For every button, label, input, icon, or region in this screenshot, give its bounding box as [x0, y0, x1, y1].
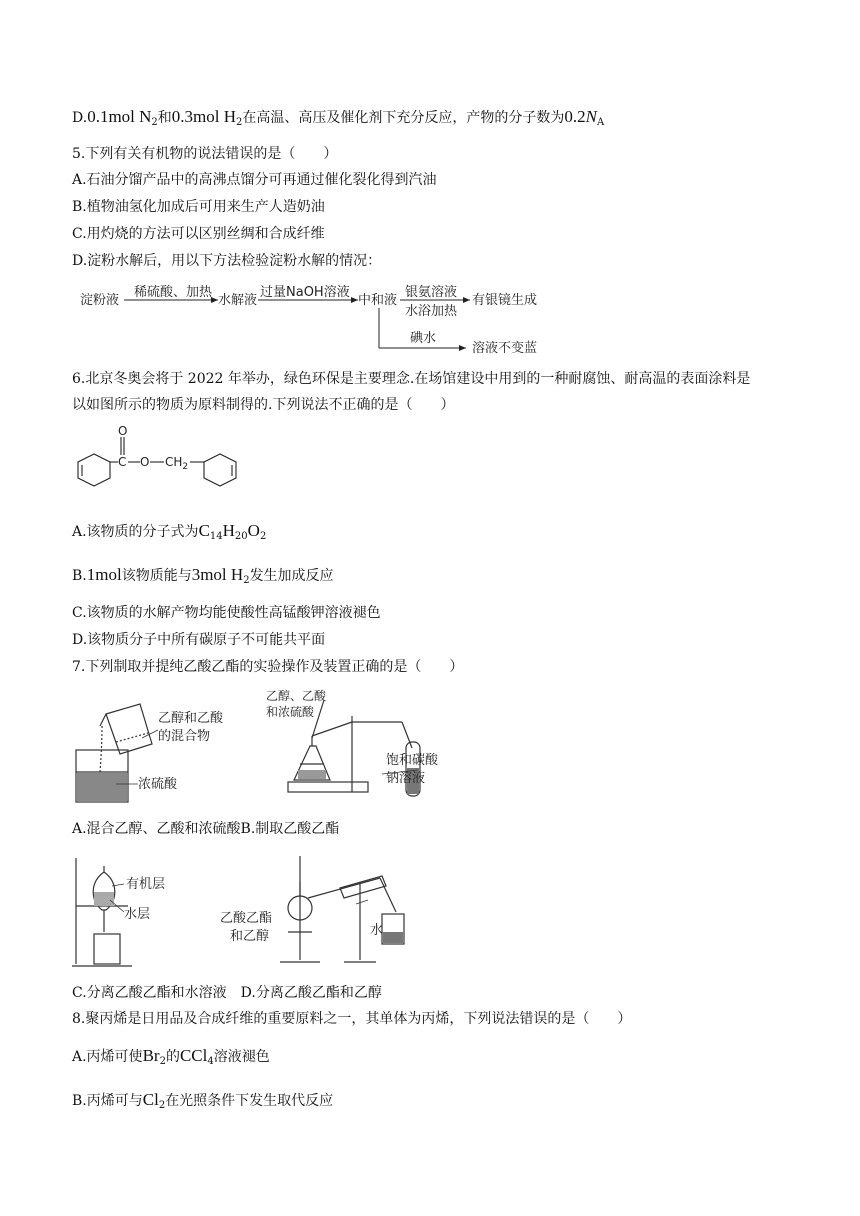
q6-option-d: D.该物质分子中所有碳原子不可能共平面 [72, 632, 326, 648]
q8-stem: 8.聚丙烯是日用品及合成纤维的重要原料之一，其单体为丙烯，下列说法错误的是（ ） [72, 1011, 632, 1027]
q4-option-d: D.0.1mol $N_2$和0.3mol $H_2$在高温、高压及催化剂下充分反应，产物的分子数为$0.2N_A$ [72, 107, 605, 128]
structure-c: C [118, 455, 127, 469]
q8-option-a: A.丙烯可使$Br_2$的CCl$_4$溶液褪色 [72, 1046, 270, 1067]
flow-mid1: 水解液 [218, 293, 258, 308]
q7-caption-ab: A.混合乙醇、乙酸和浓硫酸B.制取乙酸乙酯 [72, 821, 340, 837]
fig-d-label-mixture-1: 乙酸乙酯 [220, 911, 273, 926]
structure-ch2: $CH_2$ [165, 455, 189, 472]
fig-b-label-reagents-2: 和浓硫酸 [266, 705, 315, 719]
fig-b-label-solution-2: 钠溶液 [386, 771, 426, 786]
fig-b-label-solution-1: 饱和碳酸 [386, 753, 439, 768]
q6-option-b: B.1mol该物质能与3mol $H_2$发生加成反应 [72, 565, 334, 586]
flow-start: 淀粉液 [80, 293, 120, 308]
flow-step1: 稀硫酸、加热 [134, 285, 213, 300]
q5-option-a: A.石油分馏产品中的高沸点馏分可再通过催化裂化得到汽油 [72, 172, 437, 188]
q7-caption-cd: C.分离乙酸乙酯和水溶液 D.分离乙酸乙酯和乙醇 [72, 985, 382, 1001]
q5-option-d: D.淀粉水解后，用以下方法检验淀粉水解的情况： [72, 253, 382, 269]
fig-d-label-water: 水 [370, 923, 384, 938]
structure-o-top: O [118, 424, 128, 438]
q5-option-c: C.用灼烧的方法可以区别丝绸和合成纤维 [72, 226, 325, 242]
q8-option-b: B.丙烯可与$Cl_2$在光照条件下发生取代反应 [72, 1090, 334, 1111]
q6-stem-line1: 6.北京冬奥会将于 2022 年举办，绿色环保是主要理念.在场馆建设中用到的一种耐腐蚀、耐高温的表面涂料是 [72, 371, 751, 387]
flow-step3-top: 银氨溶液 [405, 285, 458, 300]
fig-d-distillation-apparatus [220, 852, 420, 972]
fig-b-preparation-apparatus [252, 686, 452, 808]
structure-o: O [140, 455, 150, 469]
flow-step4: 碘水 [410, 331, 437, 346]
flow-step2: 过量NaOH溶液 [260, 285, 350, 300]
fig-c-label-organic: 有机层 [126, 877, 166, 892]
flow-result1: 有银镜生成 [472, 293, 538, 308]
fig-d-label-mixture-2: 和乙醇 [230, 929, 270, 944]
flow-mid2: 中和液 [358, 293, 398, 308]
fig-a-label-mixture-2: 的混合物 [158, 729, 211, 744]
q6-option-a: A.该物质的分子式为$C_{14}H_{20}O_2$ [72, 521, 267, 542]
q6-stem-line2: 以如图所示的物质为原料制得的.下列说法不正确的是（ ） [72, 397, 455, 413]
fig-a-label-mixture-1: 乙醇和乙酸 [158, 711, 224, 726]
q5-option-b: B.植物油氢化加成后可用来生产人造奶油 [72, 199, 325, 215]
fig-c-separatory-funnel [72, 854, 212, 974]
q7-stem: 7.下列制取并提纯乙酸乙酯的实验操作及装置正确的是（ ） [72, 659, 464, 675]
fig-a-label-acid: 浓硫酸 [138, 777, 178, 792]
q5-stem: 5.下列有关有机物的说法错误的是（ ） [72, 146, 338, 162]
ester-structure-diagram [72, 424, 252, 502]
starch-hydrolysis-flowchart [72, 278, 592, 360]
fig-b-label-reagents-1: 乙醇、乙酸 [266, 689, 327, 703]
fig-c-label-water: 水层 [124, 907, 151, 922]
flow-result2: 溶液不变蓝 [472, 341, 538, 356]
fig-a-mixing-apparatus [72, 688, 252, 810]
flow-step3-bottom: 水浴加热 [405, 304, 458, 319]
q6-option-c: C.该物质的水解产物均能使酸性高锰酸钾溶液褪色 [72, 605, 381, 621]
